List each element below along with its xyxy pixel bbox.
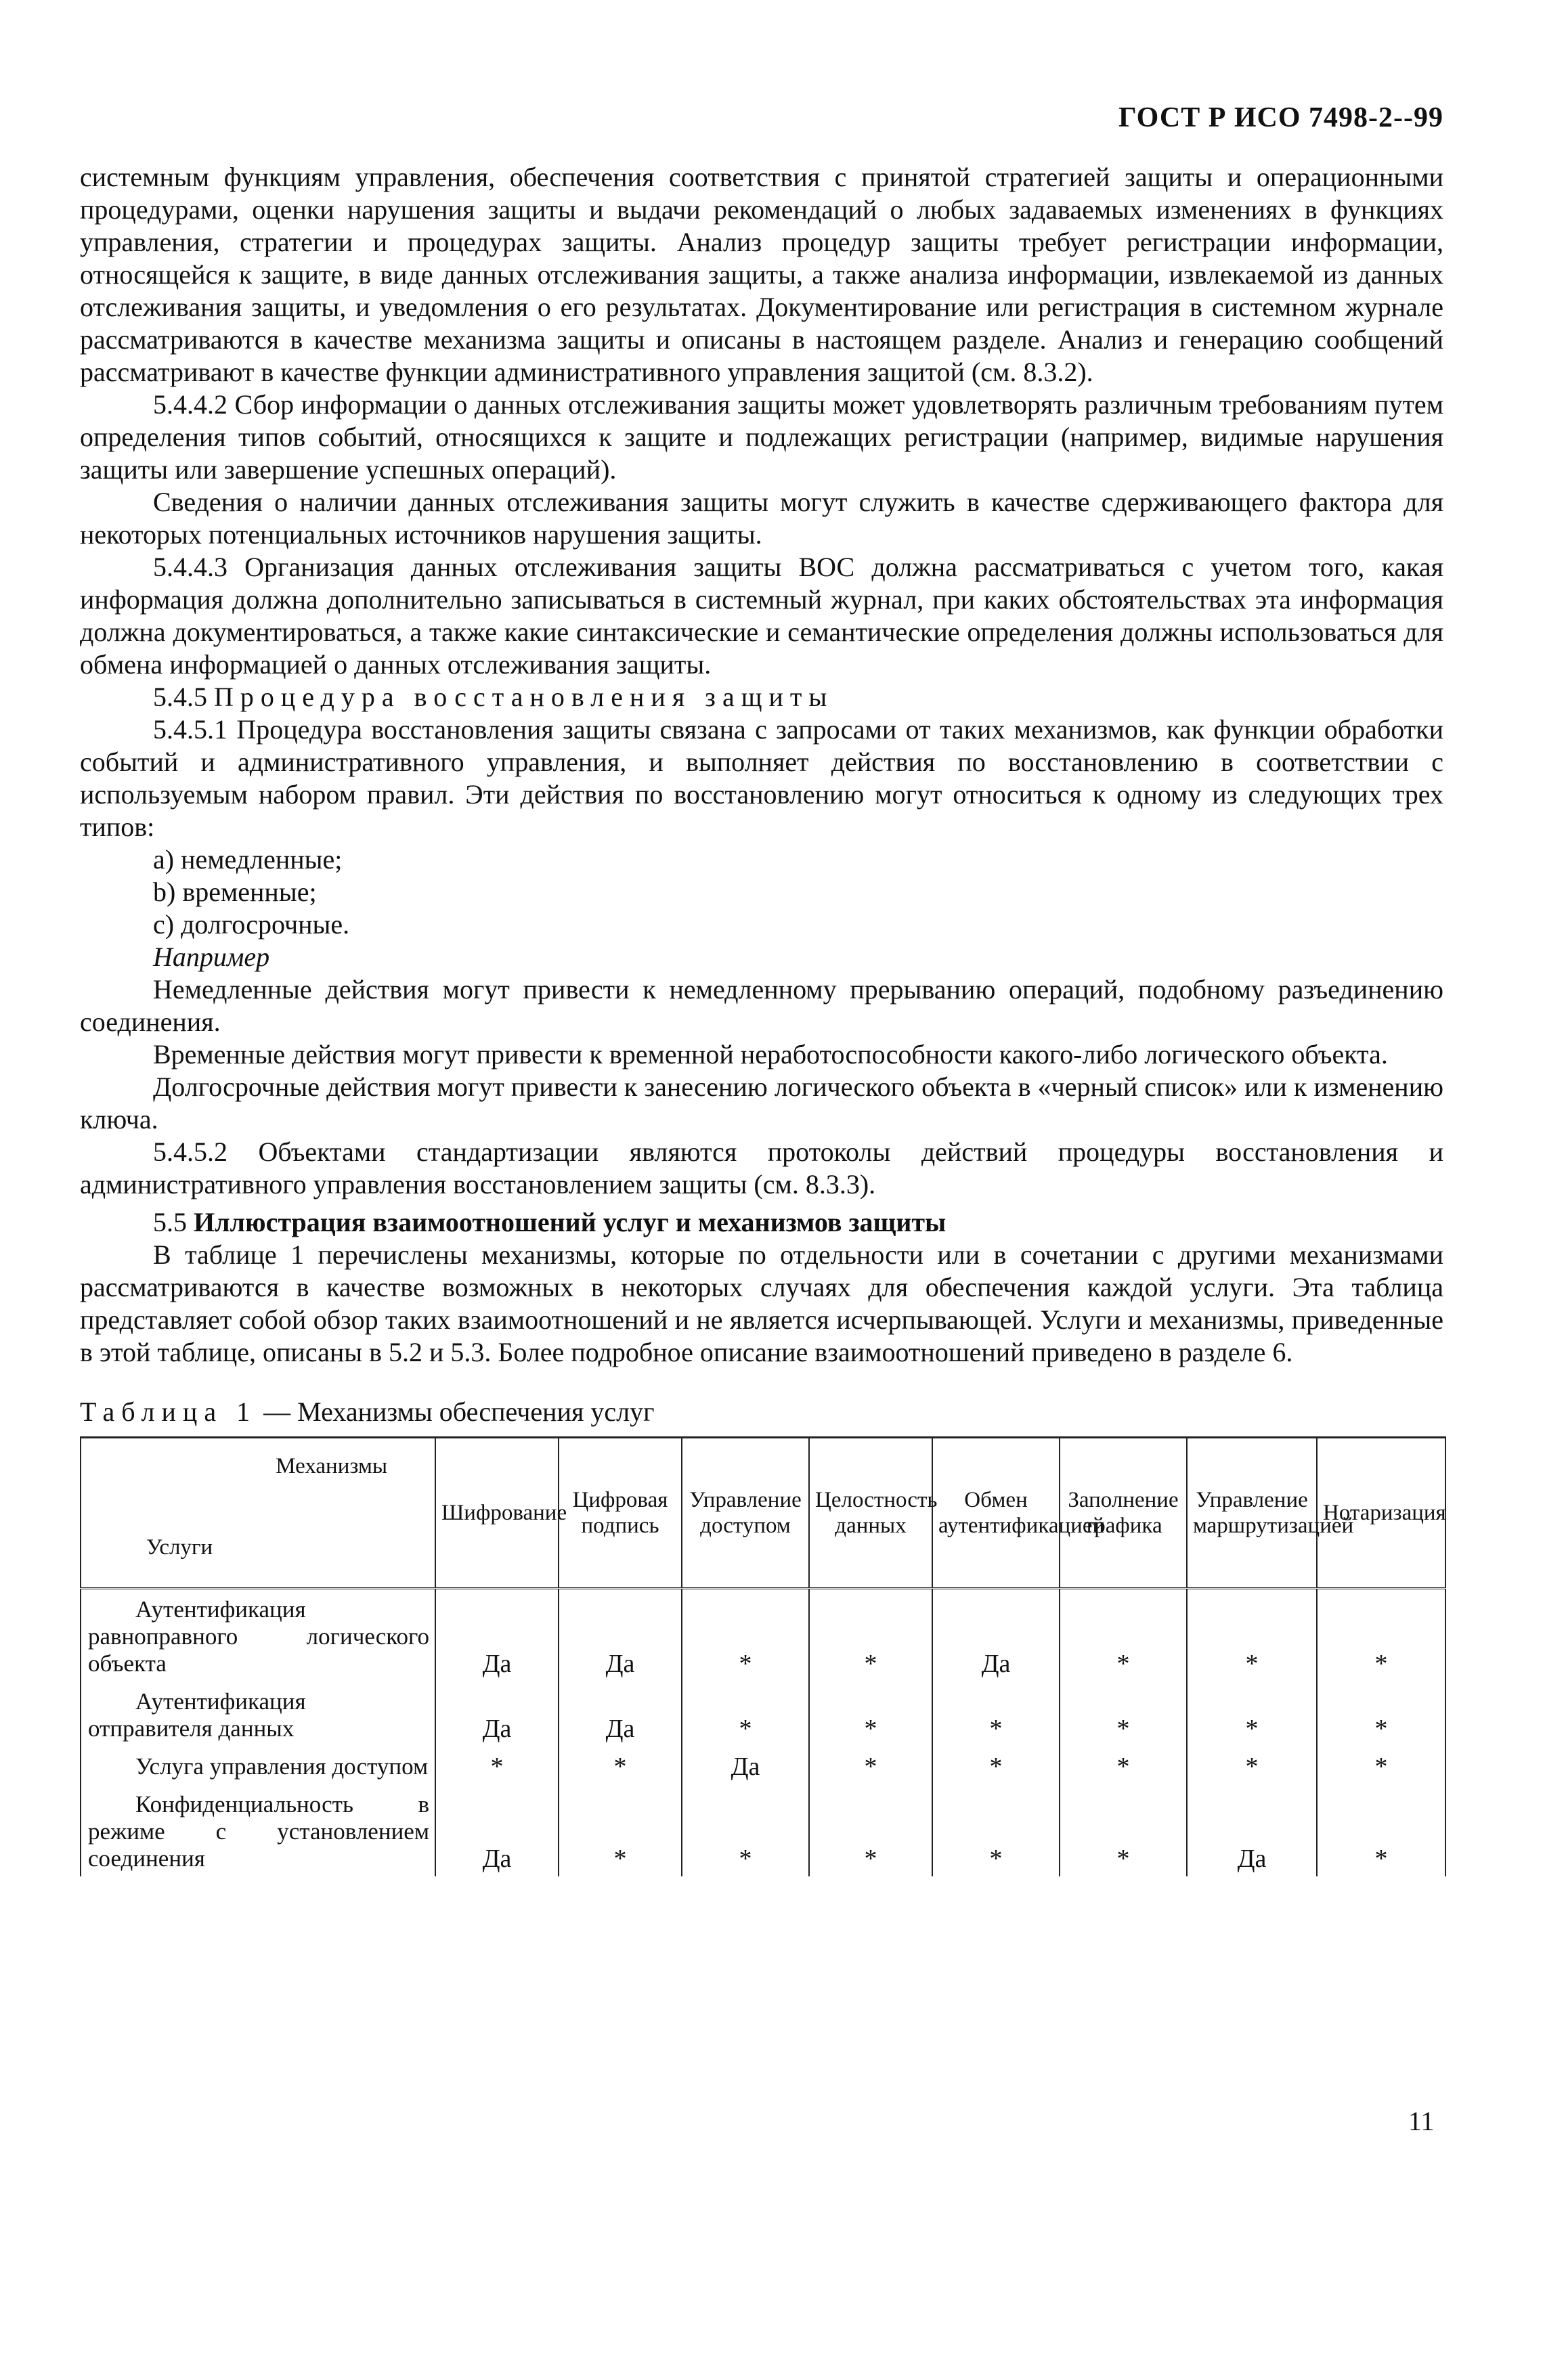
value-cell: * [1060,1746,1187,1784]
column-header: Цифровая подпись [559,1438,682,1589]
value-cell: * [1187,1589,1317,1682]
service-name: Услуга управления доступом [135,1753,429,1780]
service-cell [81,1681,435,1746]
value-cell: * [435,1746,559,1784]
service-cell [81,1746,435,1784]
paragraph: 5.4.4.3 Организация данных отслеживания защиты ВОС должна рассматриваться с учетом того, какая информация должна дополнительно записываться в системный журнал, при каких обстоятельствах эта информация должна документироваться, а также какие синтаксические и семантические определения должны использоваться для обмена информацией о данных отслеживания защиты. [80,552,1443,680]
corner-mechanisms-label: Механизмы [276,1454,387,1478]
example-paragraph: Временные действия могут привести к временной неработоспособности какого-либо логического объекта. [153,1039,1388,1070]
column-header: Нотаризация [1317,1438,1445,1589]
value-cell: Да [435,1589,559,1682]
table-row [81,1784,1445,1876]
example-label: Например [153,942,270,972]
value-cell: * [1060,1784,1187,1876]
service-name: Аутентификация равноправного логического объекта [88,1596,429,1677]
value-cell: * [1317,1784,1445,1876]
table-caption [80,1396,1443,1428]
service-cell [81,1784,435,1876]
value-cell: Да [435,1681,559,1746]
column-header: Целостность данных [809,1438,932,1589]
value-cell: * [1187,1681,1317,1746]
value-cell: * [932,1746,1060,1784]
table-row [81,1681,1445,1746]
value-cell: * [559,1746,682,1784]
table-row [81,1589,1445,1682]
service-name: Конфиденциальность в режиме с установлением соединения [88,1791,429,1872]
section-title: Процедура восстановления защиты [214,682,834,712]
value-cell: * [932,1784,1060,1876]
paragraph: 5.4.4.2 Сбор информации о данных отслеживания защиты может удовлетворять различным требованиям путем определения типов событий, относящихся к защите и подлежащих регистрации (например, видимые нарушения защиты или завершение успешных операций). [80,389,1443,485]
page-number: 11 [1408,2106,1435,2136]
section-heading-545 [80,681,1443,713]
value-cell: Да [682,1746,809,1784]
value-cell: * [559,1784,682,1876]
paragraph: системным функциям управления, обеспечения соответствия с принятой стратегией защиты и операционными процедурами, оценки нарушения защиты и выдачи рекомендаций о любых задаваемых изменениях в функциях управления, стратегии и процедурах защиты. Анализ процедур защиты требует регистрации информации, относящейся к защите, в виде данных отслеживания защиты, а также анализа информации, извлекаемой из данных отслеживания защиты, и уведомления о его результатах. Документирование или регистрация в системном журнале рассматриваются в качестве механизма защиты и описаны в настоящем разделе. Анализ и генерацию сообщений рассматривают в качестве функции административного управления защитой (см. 8.3.2). [80,162,1443,387]
value-cell: Да [932,1589,1060,1682]
column-header: Шифрование [435,1438,559,1589]
corner-services-label: Услуги [146,1535,213,1560]
value-cell: * [682,1681,809,1746]
paragraph: 5.4.5.1 Процедура восстановления защиты связана с запросами от таких механизмов, как функции обработки событий и административного управления, и выполняет действия по восстановлению в соответствии с используемым набором правил. Эти действия по восстановлению могут относиться к одному из следующих трех типов: [80,714,1443,842]
service-cell [81,1589,435,1682]
value-cell: * [682,1589,809,1682]
value-cell: * [682,1784,809,1876]
example-paragraph: Долгосрочные действия могут привести к занесению логического объекта в «черный список» или к изменению ключа. [80,1072,1443,1134]
value-cell: * [809,1681,932,1746]
column-header: Управление доступом [682,1438,809,1589]
column-header: Заполнение трафика [1060,1438,1187,1589]
value-cell: Да [1187,1784,1317,1876]
service-name: Аутентификация отправителя данных [88,1688,306,1742]
paragraph: В таблице 1 перечислены механизмы, которые по отдельности или в сочетании с другими механизмами рассматриваются в качестве возможных в некоторых случаях для обеспечения каждой услуги. Эта таблица представляет собой обзор таких взаимоотношений и не является исчерпывающей. Услуги и механизмы, приведенные в этой таблице, описаны в 5.2 и 5.3. Более подробное описание взаимоотношений приведено в разделе 6. [80,1239,1443,1367]
section-number: 5.4.5 [153,682,207,712]
value-cell: * [809,1589,932,1682]
corner-header-cell [81,1438,435,1589]
value-cell: * [932,1681,1060,1746]
table-caption-text: — Механизмы обеспечения услуг [257,1396,655,1427]
value-cell: * [1317,1681,1445,1746]
page-header: ГОСТ Р ИСО 7498-2--99 [1118,102,1443,133]
value-cell: * [809,1746,932,1784]
paragraph: Сведения о наличии данных отслеживания защиты могут служить в качестве сдерживающего фактора для некоторых потенциальных источников нарушения защиты. [80,487,1443,550]
table-caption-label: Таблица 1 [80,1396,257,1427]
value-cell: * [1317,1589,1445,1682]
example-paragraph: Немедленные действия могут привести к немедленному прерыванию операций, подобному разъединению соединения. [80,974,1443,1037]
value-cell: Да [435,1784,559,1876]
section-heading-55 [80,1206,1443,1239]
value-cell: Да [559,1681,682,1746]
list-item: b) временные; [153,877,317,907]
value-cell: * [1060,1681,1187,1746]
services-mechanisms-table [80,1436,1446,1876]
column-header: Управление маршрутизацией [1187,1438,1317,1589]
section-title: Иллюстрация взаимоотношений услуг и механизмов защиты [194,1207,946,1237]
value-cell: Да [559,1589,682,1682]
list-item: a) немедленные; [153,844,343,875]
value-cell: * [1317,1746,1445,1784]
paragraph: 5.4.5.2 Объектами стандартизации являются протоколы действий процедуры восстановления и административного управления восстановлением защиты (см. 8.3.3). [80,1137,1443,1199]
section-number: 5.5 [153,1207,187,1237]
table-row [81,1746,1445,1784]
list-item: c) долгосрочные. [153,909,350,940]
value-cell: * [1060,1589,1187,1682]
column-header: Обмен аутентификацией [932,1438,1060,1589]
value-cell: * [809,1784,932,1876]
table-header-row [81,1438,1445,1589]
value-cell: * [1187,1746,1317,1784]
